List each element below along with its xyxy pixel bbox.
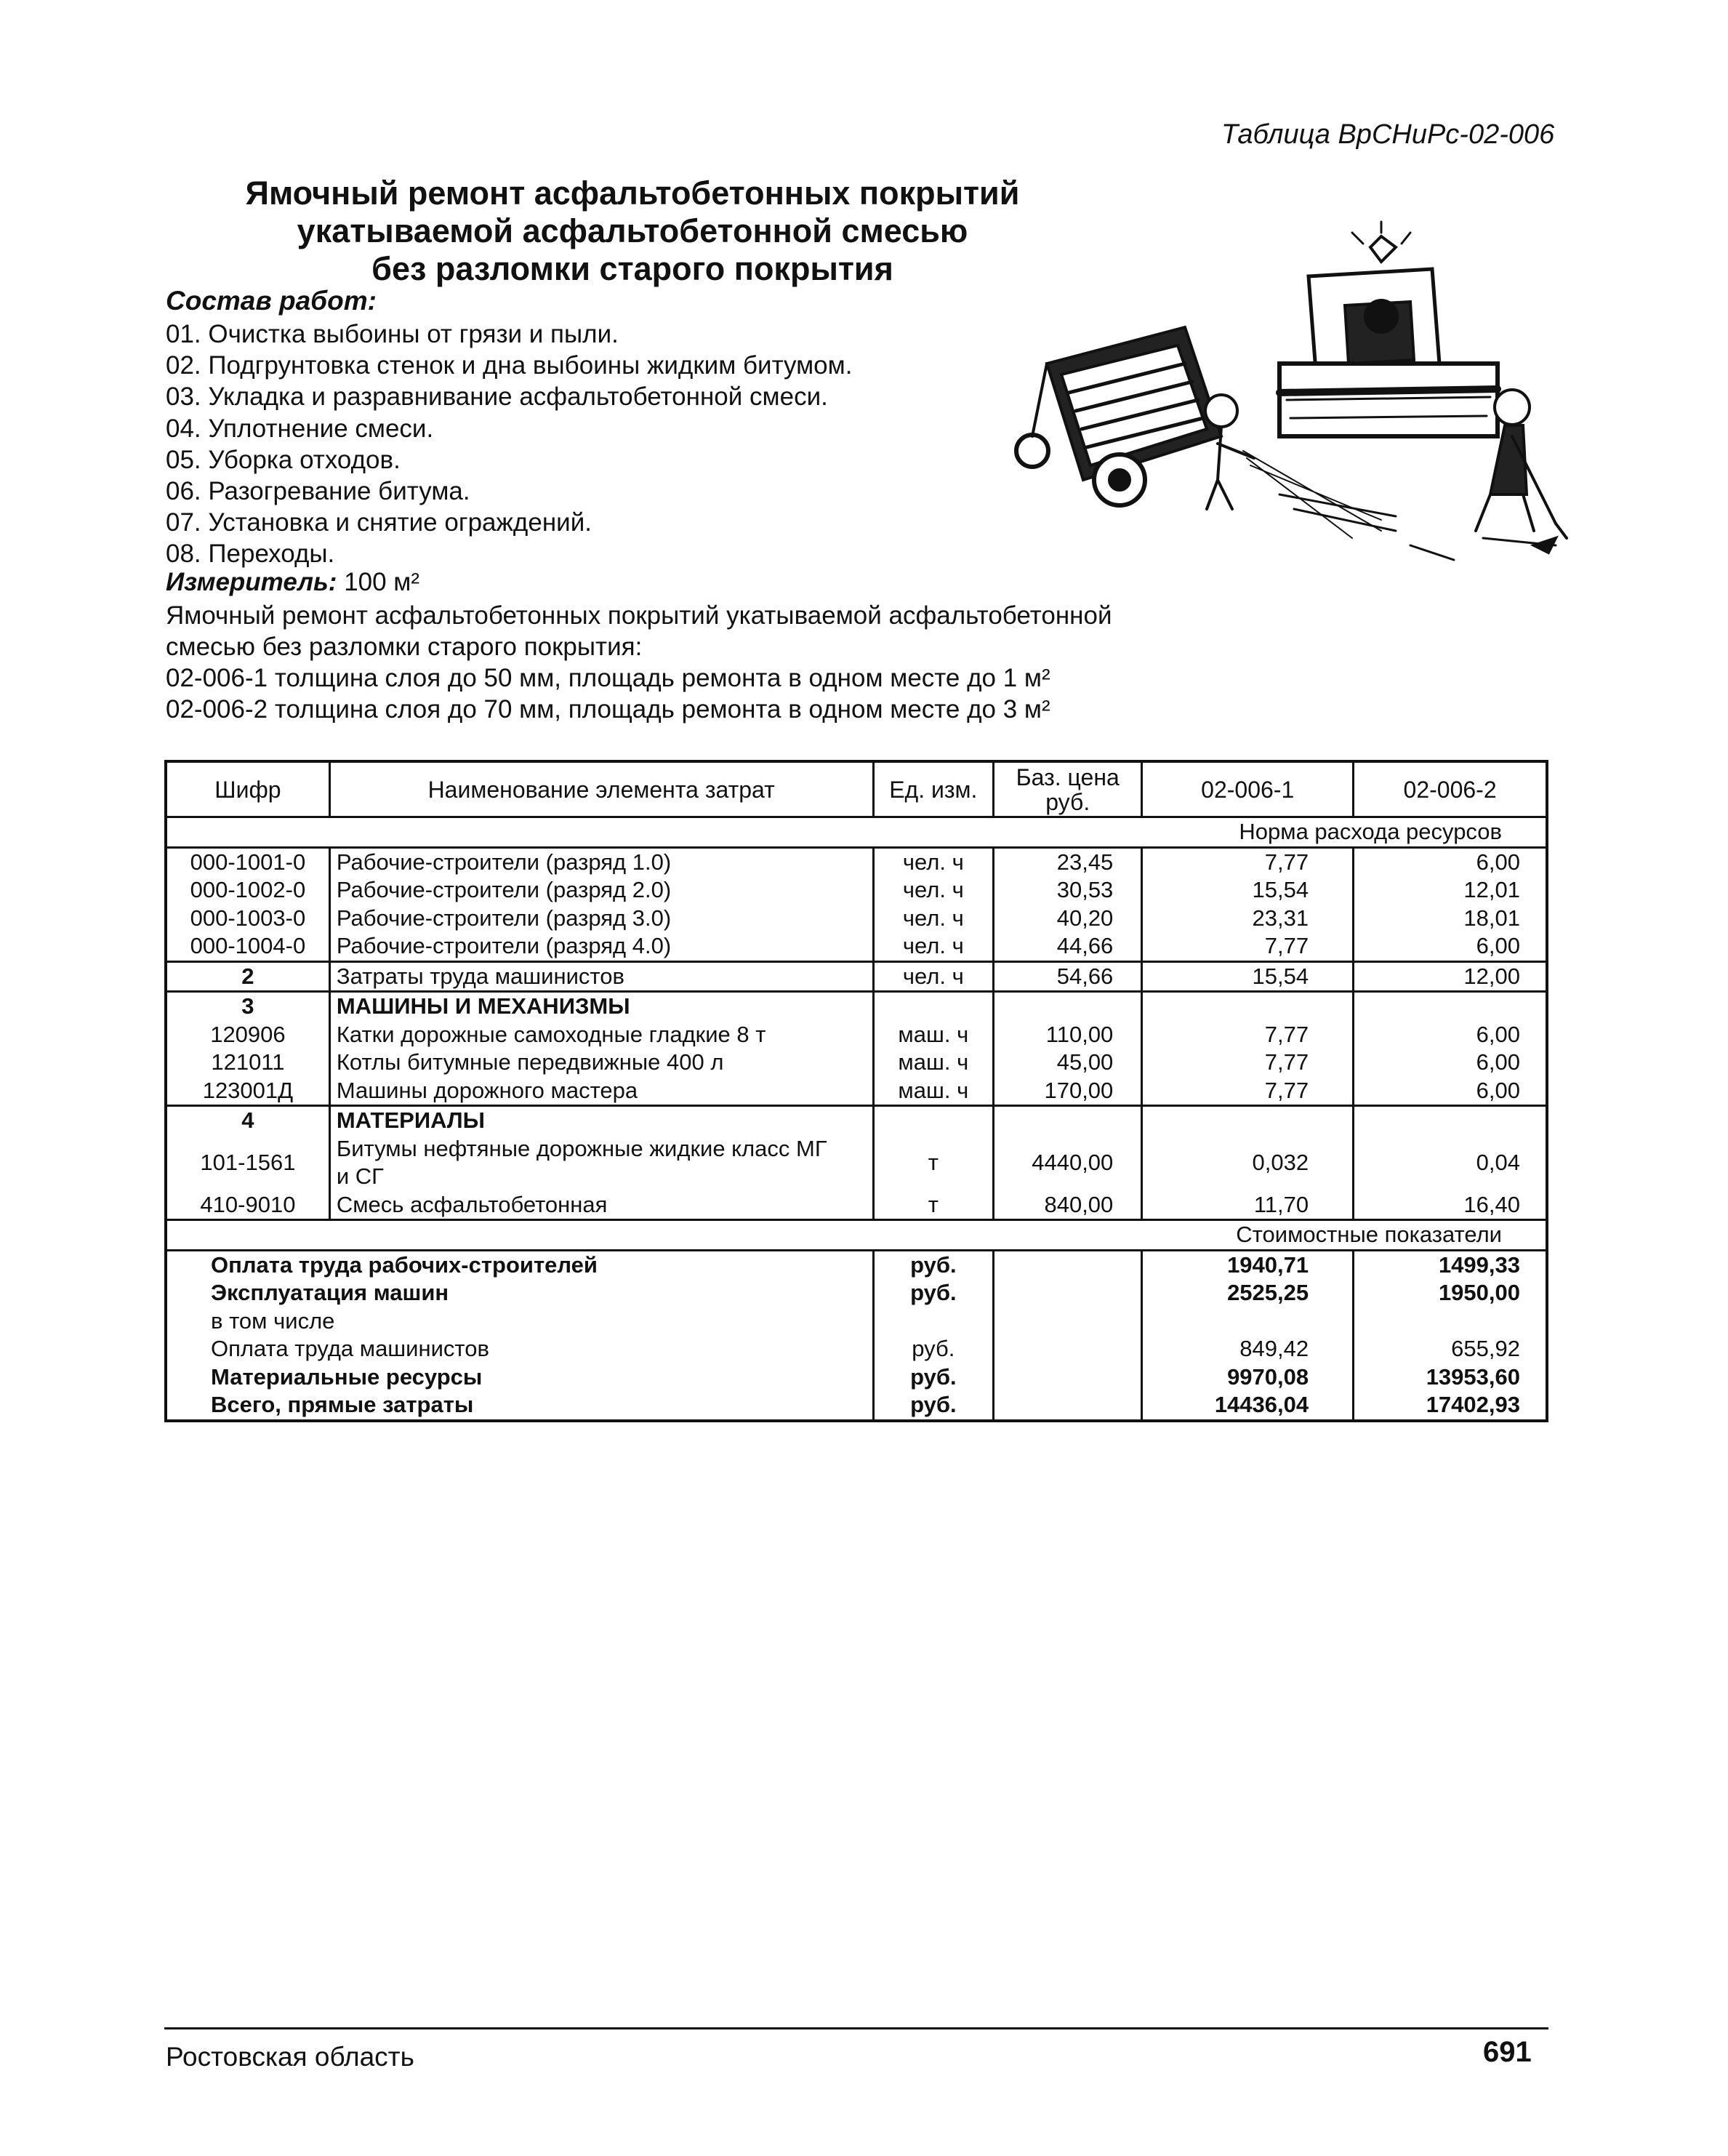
cell-code: 000-1004-0 [166,932,329,961]
cell-v2: 6,00 [1354,932,1547,961]
table-row [166,961,1547,992]
cost-unit: руб. [873,1363,994,1392]
cost-row [166,1250,1547,1279]
cell-v1: 7,77 [1142,932,1354,961]
cell-code: 2 [166,961,329,992]
cost-v2: 1499,33 [1354,1250,1547,1279]
table-row [166,847,1547,876]
measurer [166,568,419,597]
road-works-illustration [1003,218,1570,567]
page-number: 691 [1483,2036,1532,2068]
cell-unit: маш. ч [873,1049,994,1077]
cost-v2: 655,92 [1451,1336,1520,1361]
title-line-3: без разломки старого покрытия [371,250,893,287]
cell-code: 121011 [166,1049,329,1077]
cell-name: Рабочие-строители (разряд 2.0) [329,876,873,905]
cost-row [166,1391,1547,1421]
cell-v2: 6,00 [1354,847,1547,876]
variant-item: 02-006-1 толщина слоя до 50 мм, площадь ремонта в одном месте до 1 м² [166,664,1050,692]
cell-unit: чел. ч [873,847,994,876]
road-roller-icon [1279,222,1498,436]
cell-price: 54,66 [994,961,1142,992]
cell-price: 44,66 [994,932,1142,961]
cell-v1: 7,77 [1142,847,1354,876]
cell-v1: 11,70 [1142,1191,1354,1220]
cell-unit: чел. ч [873,961,994,992]
norm-subheader [166,817,1547,848]
cell-unit: чел. ч [873,932,994,961]
work-item: 08. Переходы. [166,540,335,569]
cell-code: 410-9010 [166,1191,329,1220]
work-item: 06. Разогревание битума. [166,477,470,506]
variant-item: 02-006-2 толщина слоя до 70 мм, площадь ремонта в одном месте до 3 м² [166,695,1050,724]
cell-v1: 15,54 [1142,961,1354,992]
work-item: 07. Установка и снятие ограждений. [166,508,592,537]
cost-v2: 1950,00 [1438,1280,1520,1305]
table-row [166,905,1547,933]
cost-v1: 2525,25 [1142,1279,1354,1307]
cost-v1: 849,42 [1142,1335,1354,1363]
cost-v2: 13953,60 [1426,1363,1520,1390]
header-name: Наименование элемента затрат [329,761,873,817]
cell-v1: 7,77 [1142,1021,1354,1049]
cell-price: 45,00 [994,1049,1142,1077]
cost-name: Всего, прямые затраты [166,1391,873,1421]
bitumen-kettle-icon [1016,327,1221,505]
cost-subheader [166,1220,1547,1251]
cost-v1: 14436,04 [1142,1391,1354,1421]
cell-code: 123001Д [166,1077,329,1106]
page-title [167,175,1098,288]
cost-unit: руб. [873,1250,994,1279]
group-code: 3 [166,992,329,1021]
header-variant-2: 02-006-2 [1354,761,1547,817]
cost-row [166,1363,1547,1392]
cell-price: 170,00 [994,1077,1142,1106]
cell-name: Рабочие-строители (разряд 4.0) [329,932,873,961]
work-item: 01. Очистка выбоины от грязи и пыли. [166,320,619,348]
cost-name: Оплата труда машинистов [166,1335,873,1363]
cell-name: Машины дорожного мастера [329,1077,873,1106]
cost-unit: руб. [873,1279,994,1307]
cell-v1: 7,77 [1142,1077,1354,1106]
cell-name: Смесь асфальтобетонная [329,1191,873,1220]
cell-code: 000-1003-0 [166,905,329,933]
measurer-label: Измеритель: [166,568,337,596]
work-item: 03. Укладка и разравнивание асфальтобетонной смеси. [166,382,828,412]
footer-region: Ростовская область [166,2042,414,2072]
header-code: Шифр [166,761,329,817]
cell-unit: маш. ч [873,1077,994,1106]
cost-row [166,1335,1547,1363]
cost-name: Эксплуатация машин [166,1279,873,1307]
cell-v2: 6,00 [1354,1077,1547,1106]
group-name: МАШИНЫ И МЕХАНИЗМЫ [329,992,873,1021]
cell-v2: 12,00 [1354,961,1547,992]
work-item: 04. Уплотнение смеси. [166,414,434,443]
cost-row [166,1307,1547,1336]
cost-v2: 17402,93 [1426,1392,1520,1417]
title-line-2: укатываемой асфальтобетонной смесью [297,212,968,249]
cell-v2: 0,04 [1476,1149,1520,1175]
work-item: 02. Подгрунтовка стенок и дна выбоины жидким битумом. [166,351,853,380]
cell-v1: 23,31 [1142,905,1354,933]
group-name: МАТЕРИАЛЫ [329,1106,873,1135]
measurer-value: 100 м² [344,568,420,596]
header-unit: Ед. изм. [873,761,994,817]
cell-unit: т [873,1191,994,1220]
cost-name: Оплата труда рабочих-строителей [166,1250,873,1279]
table-header-row [166,761,1547,817]
cost-including: в том числе [166,1307,873,1336]
cell-v1: 0,032 [1142,1135,1354,1191]
cell-v2: 6,00 [1476,1021,1520,1047]
cell-v2: 12,01 [1463,877,1520,902]
group-row [166,992,1547,1021]
footer-divider [164,2027,1548,2029]
header-variant-1: 02-006-1 [1142,761,1354,817]
cost-v1: 1940,71 [1142,1250,1354,1279]
cell-v2: 16,40 [1463,1191,1520,1217]
cost-row [166,1279,1547,1307]
cell-price: 40,20 [994,905,1142,933]
cell-name-line: и СГ [336,1163,384,1189]
header-price: Баз. цена руб. [994,761,1142,817]
table-row [166,1135,1547,1191]
work-list [166,318,852,570]
work-composition-label: Состав работ: [166,286,377,316]
table-row [166,1049,1547,1077]
table-row [166,1191,1547,1220]
table-label: Таблица ВрСНиРс-02-006 [1221,119,1555,150]
cost-unit: руб. [873,1391,994,1421]
cell-unit: чел. ч [873,905,994,933]
table-row [166,1077,1547,1106]
description: Ямочный ремонт асфальтобетонных покрытий укатываемой асфальтобетонной смесью без разломки старого покрытия: [166,601,1112,661]
cell-code: 101-1561 [166,1135,329,1191]
cell-code: 000-1002-0 [166,876,329,905]
table-row [166,876,1547,905]
cell-unit: т [873,1135,994,1191]
cell-v1: 15,54 [1142,876,1354,905]
cell-price: 23,45 [994,847,1142,876]
cell-name-line: Битумы нефтяные дорожные жидкие класс МГ [336,1135,827,1161]
cell-unit: маш. ч [873,1021,994,1049]
cell-price: 840,00 [994,1191,1142,1220]
variants [166,662,1050,725]
cell-price: 30,53 [994,876,1142,905]
cell-price: 110,00 [994,1021,1142,1049]
cell-name: Рабочие-строители (разряд 1.0) [329,847,873,876]
cell-v2: 18,01 [1463,905,1520,931]
table-row [166,1021,1547,1049]
resource-table [164,760,1548,1422]
cost-v1: 9970,08 [1142,1363,1354,1392]
work-item: 05. Уборка отходов. [166,445,401,474]
cell-name: Котлы битумные передвижные 400 л [329,1049,873,1077]
table-row [166,932,1547,961]
cell-v2: 6,00 [1476,1049,1520,1075]
cell-unit: чел. ч [873,876,994,905]
cell-v1: 7,77 [1142,1049,1354,1077]
cell-name: Затраты труда машинистов [329,961,873,992]
title-line-1: Ямочный ремонт асфальтобетонных покрытий [245,175,1020,212]
norm-label: Норма расхода ресурсов [166,817,1547,848]
cost-unit: руб. [873,1335,994,1363]
cell-name: Катки дорожные самоходные гладкие 8 т [329,1021,873,1049]
cost-name: Материальные ресурсы [166,1363,873,1392]
cell-code: 120906 [166,1021,329,1049]
group-row [166,1106,1547,1135]
cell-name: Рабочие-строители (разряд 3.0) [329,905,873,933]
cell-code: 000-1001-0 [166,847,329,876]
cell-price: 4440,00 [994,1135,1142,1191]
cell-name [329,1135,873,1191]
cost-label: Стоимостные показатели [166,1220,1547,1251]
group-code: 4 [166,1106,329,1135]
